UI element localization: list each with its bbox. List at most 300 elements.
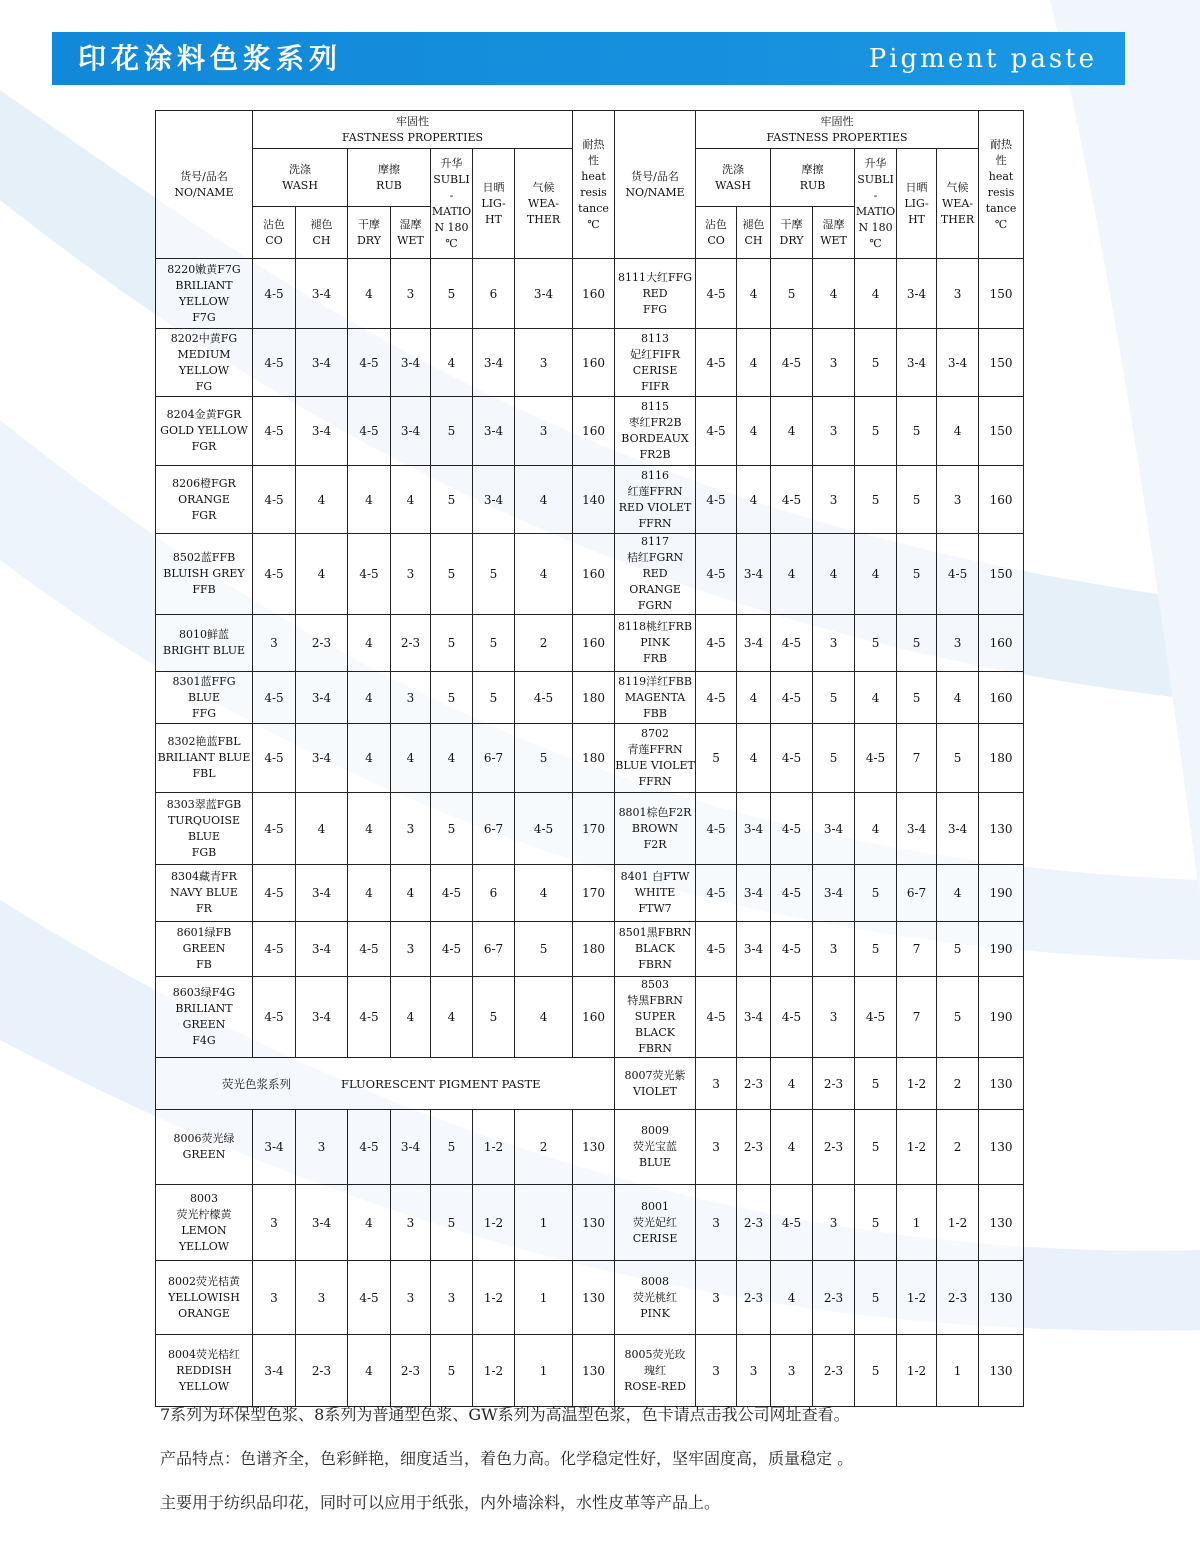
header-name-right: 货号/品名 NO/NAME xyxy=(615,111,696,259)
rating-cell: 3 xyxy=(296,1261,348,1335)
rating-cell: 130 xyxy=(573,1335,615,1407)
rating-cell: 2-3 xyxy=(813,1261,855,1335)
rating-cell: 3-4 xyxy=(473,397,515,466)
rating-cell: 3 xyxy=(813,1185,855,1261)
table-row xyxy=(156,1110,1024,1185)
rating-cell: 3 xyxy=(515,397,573,466)
rating-cell: 4 xyxy=(515,865,573,922)
rating-cell: 4 xyxy=(348,1335,391,1407)
rating-cell: 5 xyxy=(855,615,897,672)
rating-cell: 3-4 xyxy=(737,977,771,1058)
rating-cell: 140 xyxy=(573,466,615,534)
rating-cell: 4 xyxy=(431,329,473,397)
rating-cell: 5 xyxy=(431,1110,473,1185)
product-name: 8113 妃红FIFR CERISE FIFR xyxy=(615,329,696,397)
rating-cell: 3 xyxy=(813,329,855,397)
table-row xyxy=(156,466,1024,534)
rating-cell: 190 xyxy=(979,922,1024,977)
rating-cell: 4 xyxy=(515,466,573,534)
fluorescent-title-en: FLUORESCENT PIGMENT PASTE xyxy=(341,1076,541,1091)
header-co-left: 沾色 CO xyxy=(253,207,296,259)
rating-cell: 1-2 xyxy=(473,1261,515,1335)
note-features: 产品特点：色谱齐全，色彩鲜艳，细度适当，着色力高。化学稳定性好，坚牢固度高，质量稳定 。 xyxy=(160,1449,854,1468)
rating-cell: 5 xyxy=(855,1110,897,1185)
rating-cell: 130 xyxy=(979,1185,1024,1261)
product-name: 8304藏青FR NAVY BLUE FR xyxy=(156,865,253,922)
rating-cell: 5 xyxy=(855,865,897,922)
rating-cell: 5 xyxy=(431,397,473,466)
rating-cell: 4-5 xyxy=(515,672,573,724)
rating-cell: 5 xyxy=(937,724,979,793)
rating-cell: 3-4 xyxy=(473,466,515,534)
product-name: 8001 荧光妃红 CERISE xyxy=(615,1185,696,1261)
rating-cell: 180 xyxy=(573,922,615,977)
rating-cell: 3-4 xyxy=(296,977,348,1058)
rating-cell: 170 xyxy=(573,793,615,865)
rating-cell: 1-2 xyxy=(937,1185,979,1261)
rating-cell: 5 xyxy=(431,1335,473,1407)
table-row xyxy=(156,922,1024,977)
product-name: 8303翠蓝FGB TURQUOISE BLUE FGB xyxy=(156,793,253,865)
rating-cell: 4-5 xyxy=(771,672,813,724)
rating-cell: 4 xyxy=(855,534,897,615)
rating-cell: 4-5 xyxy=(253,534,296,615)
rating-cell: 5 xyxy=(897,466,937,534)
rating-cell: 4 xyxy=(348,793,391,865)
product-name: 8503 特黑FBRN SUPER BLACK FBRN xyxy=(615,977,696,1058)
rating-cell: 4 xyxy=(737,672,771,724)
rating-cell: 4 xyxy=(391,977,431,1058)
rating-cell: 1 xyxy=(515,1335,573,1407)
product-name: 8117 桔红FGRN RED ORANGE FGRN xyxy=(615,534,696,615)
product-name: 8401 白FTW WHITE FTW7 xyxy=(615,865,696,922)
rating-cell: 3 xyxy=(813,466,855,534)
rating-cell: 3 xyxy=(696,1261,737,1335)
rating-cell: 4-5 xyxy=(696,397,737,466)
rating-cell: 6-7 xyxy=(897,865,937,922)
rating-cell: 4-5 xyxy=(348,397,391,466)
rating-cell: 4-5 xyxy=(771,865,813,922)
rating-cell: 2-3 xyxy=(813,1335,855,1407)
rating-cell: 6-7 xyxy=(473,793,515,865)
rating-cell: 160 xyxy=(573,259,615,329)
rating-cell: 160 xyxy=(573,397,615,466)
rating-cell: 4-5 xyxy=(348,329,391,397)
rating-cell: 3 xyxy=(813,397,855,466)
rating-cell: 4-5 xyxy=(253,466,296,534)
rating-cell: 130 xyxy=(979,1110,1024,1185)
rating-cell: 130 xyxy=(573,1110,615,1185)
rating-cell: 1-2 xyxy=(897,1058,937,1110)
rating-cell: 190 xyxy=(979,977,1024,1058)
rating-cell: 3-4 xyxy=(813,793,855,865)
rating-cell: 4-5 xyxy=(253,922,296,977)
notes xyxy=(160,1404,1060,1514)
rating-cell: 4-5 xyxy=(855,977,897,1058)
product-name: 8111大红FFG RED FFG xyxy=(615,259,696,329)
rating-cell: 7 xyxy=(897,922,937,977)
rating-cell: 4 xyxy=(515,977,573,1058)
rating-cell: 4-5 xyxy=(855,724,897,793)
rating-cell: 150 xyxy=(979,259,1024,329)
rating-cell: 2 xyxy=(515,1110,573,1185)
rating-cell: 4 xyxy=(348,672,391,724)
rating-cell: 5 xyxy=(855,1261,897,1335)
rating-cell: 3 xyxy=(696,1185,737,1261)
rating-cell: 3 xyxy=(253,615,296,672)
rating-cell: 3 xyxy=(296,1110,348,1185)
rating-cell: 4-5 xyxy=(348,922,391,977)
rating-cell: 160 xyxy=(979,466,1024,534)
rating-cell: 4 xyxy=(391,466,431,534)
rating-cell: 150 xyxy=(979,534,1024,615)
rating-cell: 4-5 xyxy=(696,466,737,534)
rating-cell: 160 xyxy=(573,329,615,397)
rating-cell: 3 xyxy=(771,1335,813,1407)
rating-cell: 2 xyxy=(937,1058,979,1110)
rating-cell: 3 xyxy=(391,534,431,615)
product-name: 8116 红莲FFRN RED VIOLET FFRN xyxy=(615,466,696,534)
header-fastness-left: 牢固性 FASTNESS PROPERTIES xyxy=(253,111,573,149)
rating-cell: 3-4 xyxy=(296,724,348,793)
rating-cell: 3 xyxy=(813,922,855,977)
rating-cell: 2-3 xyxy=(737,1185,771,1261)
rating-cell: 5 xyxy=(855,1335,897,1407)
rating-cell: 3-4 xyxy=(937,793,979,865)
rating-cell: 160 xyxy=(979,672,1024,724)
table-row xyxy=(156,977,1024,1058)
rating-cell: 2-3 xyxy=(296,615,348,672)
rating-cell: 3 xyxy=(696,1058,737,1110)
rating-cell: 130 xyxy=(979,1335,1024,1407)
table-row xyxy=(156,672,1024,724)
rating-cell: 3-4 xyxy=(897,259,937,329)
rating-cell: 3 xyxy=(253,1261,296,1335)
fluorescent-section-title xyxy=(156,1058,615,1110)
header-sublimation-right: 升华 SUBLI - MATIO N 180 ℃ xyxy=(855,149,897,259)
rating-cell: 1-2 xyxy=(473,1110,515,1185)
rating-cell: 4 xyxy=(737,259,771,329)
rating-cell: 3-4 xyxy=(296,329,348,397)
rating-cell: 3-4 xyxy=(296,1185,348,1261)
rating-cell: 4-5 xyxy=(771,466,813,534)
rating-cell: 160 xyxy=(573,615,615,672)
rating-cell: 160 xyxy=(573,534,615,615)
rating-cell: 3 xyxy=(391,922,431,977)
rating-cell: 3-4 xyxy=(253,1110,296,1185)
rating-cell: 3-4 xyxy=(897,793,937,865)
rating-cell: 3 xyxy=(737,1335,771,1407)
table-row xyxy=(156,1335,1024,1407)
rating-cell: 2-3 xyxy=(737,1110,771,1185)
rating-cell: 1 xyxy=(897,1185,937,1261)
rating-cell: 4-5 xyxy=(348,1261,391,1335)
rating-cell: 4-5 xyxy=(771,724,813,793)
rating-cell: 5 xyxy=(473,977,515,1058)
rating-cell: 130 xyxy=(573,1185,615,1261)
header-fastness-right: 牢固性 FASTNESS PROPERTIES xyxy=(696,111,979,149)
rating-cell: 4-5 xyxy=(253,977,296,1058)
fastness-table-wrap xyxy=(155,110,1023,1407)
rating-cell: 5 xyxy=(855,922,897,977)
rating-cell: 3-4 xyxy=(937,329,979,397)
rating-cell: 4-5 xyxy=(515,793,573,865)
rating-cell: 5 xyxy=(897,534,937,615)
product-name: 8202中黄FG MEDIUM YELLOW FG xyxy=(156,329,253,397)
product-name: 8004荧光桔红 REDDISH YELLOW xyxy=(156,1335,253,1407)
rating-cell: 3 xyxy=(937,259,979,329)
rating-cell: 4-5 xyxy=(253,865,296,922)
rating-cell: 5 xyxy=(855,1185,897,1261)
table-row xyxy=(156,724,1024,793)
table-row xyxy=(156,329,1024,397)
rating-cell: 4-5 xyxy=(696,865,737,922)
rating-cell: 3 xyxy=(696,1335,737,1407)
rating-cell: 4 xyxy=(937,865,979,922)
rating-cell: 3 xyxy=(813,615,855,672)
rating-cell: 4 xyxy=(771,1261,813,1335)
rating-cell: 5 xyxy=(515,724,573,793)
rating-cell: 1 xyxy=(515,1261,573,1335)
page-header xyxy=(52,32,1125,85)
rating-cell: 3-4 xyxy=(391,329,431,397)
rating-cell: 4-5 xyxy=(771,793,813,865)
header-wet-left: 湿摩 WET xyxy=(391,207,431,259)
rating-cell: 7 xyxy=(897,724,937,793)
rating-cell: 5 xyxy=(431,793,473,865)
rating-cell: 4-5 xyxy=(771,615,813,672)
rating-cell: 4-5 xyxy=(348,977,391,1058)
rating-cell: 4 xyxy=(771,1110,813,1185)
rating-cell: 3 xyxy=(253,1185,296,1261)
fastness-table xyxy=(155,110,1024,1407)
product-name: 8702 青莲FFRN BLUE VIOLET FFRN xyxy=(615,724,696,793)
rating-cell: 5 xyxy=(855,1058,897,1110)
rating-cell: 4 xyxy=(737,466,771,534)
rating-cell: 1 xyxy=(937,1335,979,1407)
rating-cell: 4 xyxy=(855,672,897,724)
rating-cell: 4-5 xyxy=(253,329,296,397)
product-name: 8206橙FGR ORANGE FGR xyxy=(156,466,253,534)
rating-cell: 4-5 xyxy=(771,329,813,397)
rating-cell: 2-3 xyxy=(391,1335,431,1407)
rating-cell: 4-5 xyxy=(696,977,737,1058)
rating-cell: 4 xyxy=(771,534,813,615)
rating-cell: 6 xyxy=(473,865,515,922)
rating-cell: 3-4 xyxy=(813,865,855,922)
rating-cell: 4 xyxy=(771,397,813,466)
rating-cell: 4-5 xyxy=(431,865,473,922)
header-wet-right: 湿摩 WET xyxy=(813,207,855,259)
rating-cell: 4 xyxy=(937,397,979,466)
rating-cell: 4-5 xyxy=(771,922,813,977)
rating-cell: 4 xyxy=(348,865,391,922)
rating-cell: 4-5 xyxy=(696,672,737,724)
header-light-right: 日晒 LIG- HT xyxy=(897,149,937,259)
rating-cell: 3-4 xyxy=(737,615,771,672)
rating-cell: 5 xyxy=(813,672,855,724)
rating-cell: 3-4 xyxy=(253,1335,296,1407)
rating-cell: 4 xyxy=(391,724,431,793)
rating-cell: 4 xyxy=(855,259,897,329)
rating-cell: 5 xyxy=(897,615,937,672)
rating-cell: 5 xyxy=(515,922,573,977)
rating-cell: 5 xyxy=(473,672,515,724)
rating-cell: 3 xyxy=(937,466,979,534)
rating-cell: 3-4 xyxy=(391,397,431,466)
rating-cell: 5 xyxy=(771,259,813,329)
rating-cell: 2-3 xyxy=(813,1110,855,1185)
rating-cell: 4-5 xyxy=(253,397,296,466)
product-name: 8010鲜蓝 BRIGHT BLUE xyxy=(156,615,253,672)
rating-cell: 130 xyxy=(979,793,1024,865)
rating-cell: 1-2 xyxy=(897,1335,937,1407)
rating-cell: 6-7 xyxy=(473,724,515,793)
rating-cell: 4 xyxy=(937,672,979,724)
rating-cell: 170 xyxy=(573,865,615,922)
product-name: 8302艳蓝FBL BRILIANT BLUE FBL xyxy=(156,724,253,793)
rating-cell: 180 xyxy=(573,724,615,793)
rating-cell: 5 xyxy=(431,672,473,724)
rating-cell: 5 xyxy=(431,259,473,329)
rating-cell: 1-2 xyxy=(897,1110,937,1185)
header-dry-left: 干摩 DRY xyxy=(348,207,391,259)
table-row xyxy=(156,615,1024,672)
header-weather-right: 气候 WEA- THER xyxy=(937,149,979,259)
rating-cell: 4-5 xyxy=(696,793,737,865)
rating-cell: 4 xyxy=(813,259,855,329)
rating-cell: 4-5 xyxy=(696,615,737,672)
product-name: 8115 枣红FR2B BORDEAUX FR2B xyxy=(615,397,696,466)
fluorescent-section-row xyxy=(156,1058,1024,1110)
rating-cell: 5 xyxy=(813,724,855,793)
rating-cell: 4 xyxy=(855,793,897,865)
rating-cell: 3-4 xyxy=(897,329,937,397)
rating-cell: 3-4 xyxy=(296,865,348,922)
rating-cell: 4 xyxy=(348,1185,391,1261)
rating-cell: 150 xyxy=(979,397,1024,466)
rating-cell: 2-3 xyxy=(937,1261,979,1335)
table-row xyxy=(156,865,1024,922)
rating-cell: 4-5 xyxy=(771,1185,813,1261)
rating-cell: 4 xyxy=(296,534,348,615)
rating-cell: 4-5 xyxy=(771,977,813,1058)
rating-cell: 3-4 xyxy=(296,397,348,466)
rating-cell: 180 xyxy=(979,724,1024,793)
rating-cell: 4 xyxy=(431,977,473,1058)
rating-cell: 4 xyxy=(737,329,771,397)
product-name: 8204金黄FGR GOLD YELLOW FGR xyxy=(156,397,253,466)
header-sublimation-left: 升华 SUBLI - MATIO N 180 ℃ xyxy=(431,149,473,259)
header-rub-left: 摩擦 RUB xyxy=(348,149,431,207)
rating-cell: 180 xyxy=(573,672,615,724)
rating-cell: 4-5 xyxy=(253,724,296,793)
rating-cell: 3-4 xyxy=(473,329,515,397)
product-name: 8005荧光玫 瑰红 ROSE-RED xyxy=(615,1335,696,1407)
rating-cell: 4-5 xyxy=(253,793,296,865)
header-wash-right: 洗涤 WASH xyxy=(696,149,771,207)
product-name: 8003 荧光柠檬黄 LEMON YELLOW xyxy=(156,1185,253,1261)
rating-cell: 6-7 xyxy=(473,922,515,977)
rating-cell: 3 xyxy=(391,793,431,865)
rating-cell: 4-5 xyxy=(696,259,737,329)
rating-cell: 5 xyxy=(855,329,897,397)
header-rub-right: 摩擦 RUB xyxy=(771,149,855,207)
header-title-en: Pigment paste xyxy=(868,44,1097,74)
rating-cell: 1-2 xyxy=(473,1185,515,1261)
rating-cell: 3 xyxy=(515,329,573,397)
header-title-cn: 印花涂料色浆系列 xyxy=(78,42,343,75)
header-name-left: 货号/品名 NO/NAME xyxy=(156,111,253,259)
rating-cell: 3-4 xyxy=(515,259,573,329)
header-dry-right: 干摩 DRY xyxy=(771,207,813,259)
rating-cell: 2-3 xyxy=(391,615,431,672)
fluorescent-title-cn: 荧光色浆系列 xyxy=(222,1076,291,1091)
rating-cell: 150 xyxy=(979,329,1024,397)
rating-cell: 4 xyxy=(771,1058,813,1110)
rating-cell: 6 xyxy=(473,259,515,329)
rating-cell: 4-5 xyxy=(696,329,737,397)
table-row xyxy=(156,793,1024,865)
rating-cell: 1-2 xyxy=(897,1261,937,1335)
rating-cell: 3 xyxy=(696,1110,737,1185)
rating-cell: 3-4 xyxy=(296,672,348,724)
rating-cell: 5 xyxy=(937,977,979,1058)
rating-cell: 190 xyxy=(979,865,1024,922)
product-name: 8801棕色F2R BROWN F2R xyxy=(615,793,696,865)
rating-cell: 5 xyxy=(897,672,937,724)
rating-cell: 5 xyxy=(431,534,473,615)
product-name: 8006荧光绿 GREEN xyxy=(156,1110,253,1185)
rating-cell: 3-4 xyxy=(737,922,771,977)
product-name: 8601绿FB GREEN FB xyxy=(156,922,253,977)
rating-cell: 3-4 xyxy=(737,793,771,865)
rating-cell: 4 xyxy=(296,793,348,865)
product-name: 8502蓝FFB BLUISH GREY FFB xyxy=(156,534,253,615)
rating-cell: 2 xyxy=(515,615,573,672)
rating-cell: 5 xyxy=(696,724,737,793)
table-row xyxy=(156,1185,1024,1261)
rating-cell: 4-5 xyxy=(253,672,296,724)
product-name: 8220嫩黄F7G BRILIANT YELLOW F7G xyxy=(156,259,253,329)
header-ch-right: 褪色 CH xyxy=(737,207,771,259)
rating-cell: 130 xyxy=(573,1261,615,1335)
note-series: 7系列为环保型色浆、8系列为普通型色浆、GW系列为高温型色浆，色卡请点击我公司网址查看。 xyxy=(160,1405,850,1424)
rating-cell: 4 xyxy=(813,534,855,615)
rating-cell: 3-4 xyxy=(391,1110,431,1185)
rating-cell: 4 xyxy=(431,724,473,793)
product-name: 8009 荧光宝蓝 BLUE xyxy=(615,1110,696,1185)
rating-cell: 5 xyxy=(473,534,515,615)
rating-cell: 130 xyxy=(979,1058,1024,1110)
rating-cell: 4-5 xyxy=(696,922,737,977)
rating-cell: 5 xyxy=(431,1185,473,1261)
rating-cell: 5 xyxy=(473,615,515,672)
product-name: 8603绿F4G BRILIANT GREEN F4G xyxy=(156,977,253,1058)
rating-cell: 4-5 xyxy=(937,534,979,615)
table-row xyxy=(156,1261,1024,1335)
rating-cell: 4 xyxy=(737,724,771,793)
rating-cell: 4 xyxy=(515,534,573,615)
rating-cell: 2-3 xyxy=(737,1058,771,1110)
product-name: 8118桃红FRB PINK FRB xyxy=(615,615,696,672)
rating-cell: 3 xyxy=(391,1261,431,1335)
rating-cell: 5 xyxy=(431,466,473,534)
rating-cell: 4 xyxy=(348,615,391,672)
rating-cell: 160 xyxy=(979,615,1024,672)
rating-cell: 4 xyxy=(296,466,348,534)
product-name: 8301蓝FFG BLUE FFG xyxy=(156,672,253,724)
